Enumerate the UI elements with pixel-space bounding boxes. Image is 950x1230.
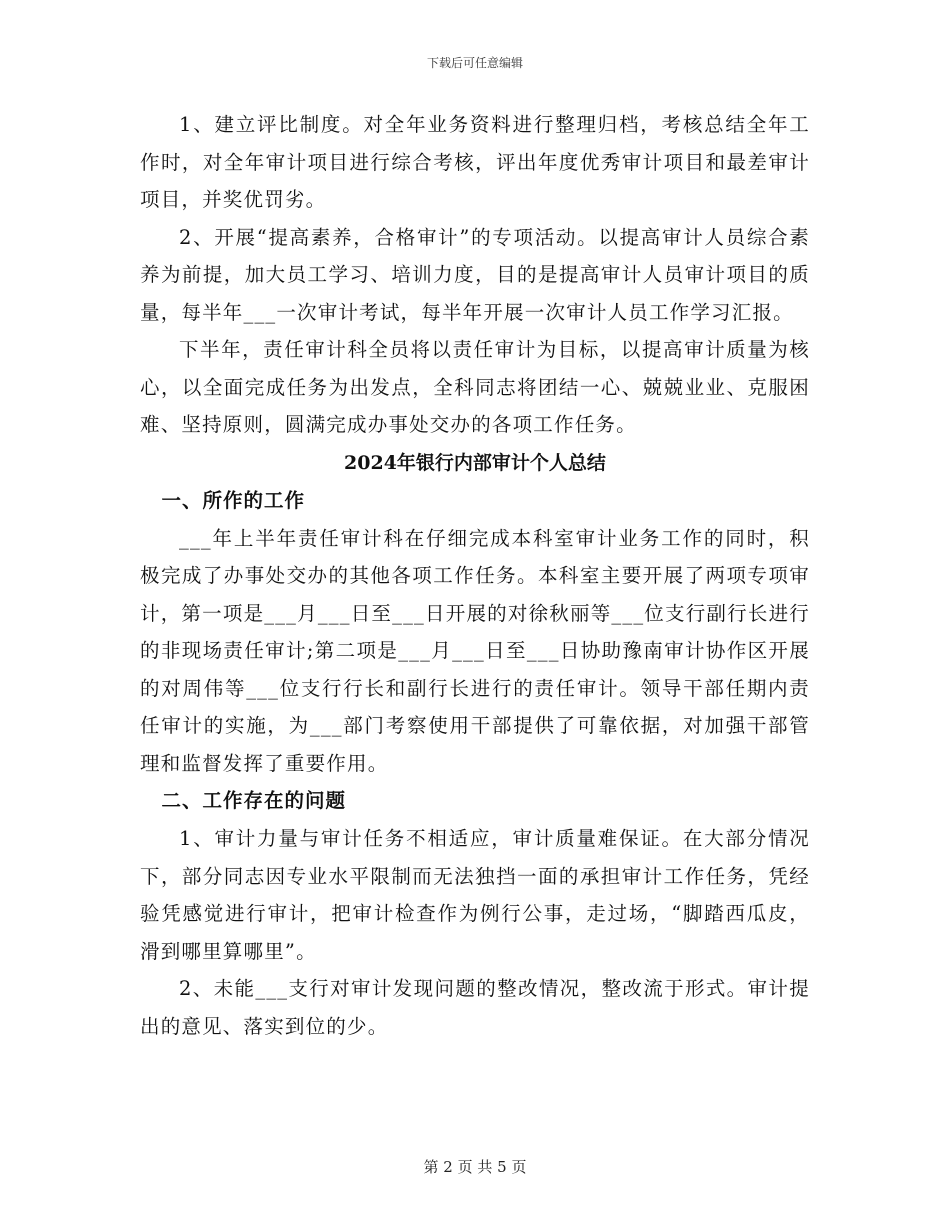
paragraph-evaluation-system: 1、建立评比制度。对全年业务资料进行整理归档，考核总结全年工作时，对全年审计项目进行综合考核，评出年度优秀审计项目和最差审计项目，并奖优罚劣。 bbox=[140, 113, 810, 211]
paragraph-special-activity: 2、开展“提高素养，合格审计”的专项活动。以提高审计人员综合素养为前提，加大员工学习、培训力度，目的是提高审计人员审计项目的质量，每半年___一次审计考试，每半年开展一次审计人员工作学习汇报。 bbox=[140, 225, 810, 324]
page-number: 第 2 页 共 5 页 bbox=[423, 1158, 527, 1176]
header-note: 下载后可任意编辑 bbox=[426, 56, 523, 70]
paragraph-second-half-plan: 下半年，责任审计科全员将以责任审计为目标，以提高审计质量为核心，以全面完成任务为出发点，全科同志将团结一心、兢兢业业、克服困难、坚持原则，圆满完成办事处交办的各项工作任务。 bbox=[140, 338, 810, 436]
heading-problems: 二、工作存在的问题 bbox=[161, 789, 346, 812]
heading-work-done: 一、所作的工作 bbox=[161, 488, 305, 512]
paragraph-problem-2: 2、未能___支行对审计发现问题的整改情况，整改流于形式。审计提出的意见、落实到位的少。 bbox=[140, 977, 810, 1038]
paragraph-problem-1: 1、审计力量与审计任务不相适应，审计质量难保证。在大部分情况下，部分同志因专业水平限制而无法独挡一面的承担审计工作任务，凭经验凭感觉进行审计，把审计检查作为例行公事，走过场，“脚踏西瓜皮，滑到哪里算哪里”。 bbox=[140, 827, 810, 963]
paragraph-work-done: ___年上半年责任审计科在仔细完成本科室审计业务工作的同时，积极完成了办事处交办的其他各项工作任务。本科室主要开展了两项专项审计，第一项是___月___日至___日开展的对徐秋丽等___位支行副行长进行的非现场责任审计;第二项是___月___日至___日协助豫南审计协作区开展的对周伟等___位支行行长和副行长进行的责任审计。领导干部任期内责任审计的实施，为___部门考察使用干部提供了可靠依据，对加强干部管理和监督发挥了重要作用。 bbox=[140, 526, 810, 775]
document-body bbox=[140, 106, 810, 1045]
document-title: 2024年银行内部审计个人总结 bbox=[344, 451, 606, 474]
